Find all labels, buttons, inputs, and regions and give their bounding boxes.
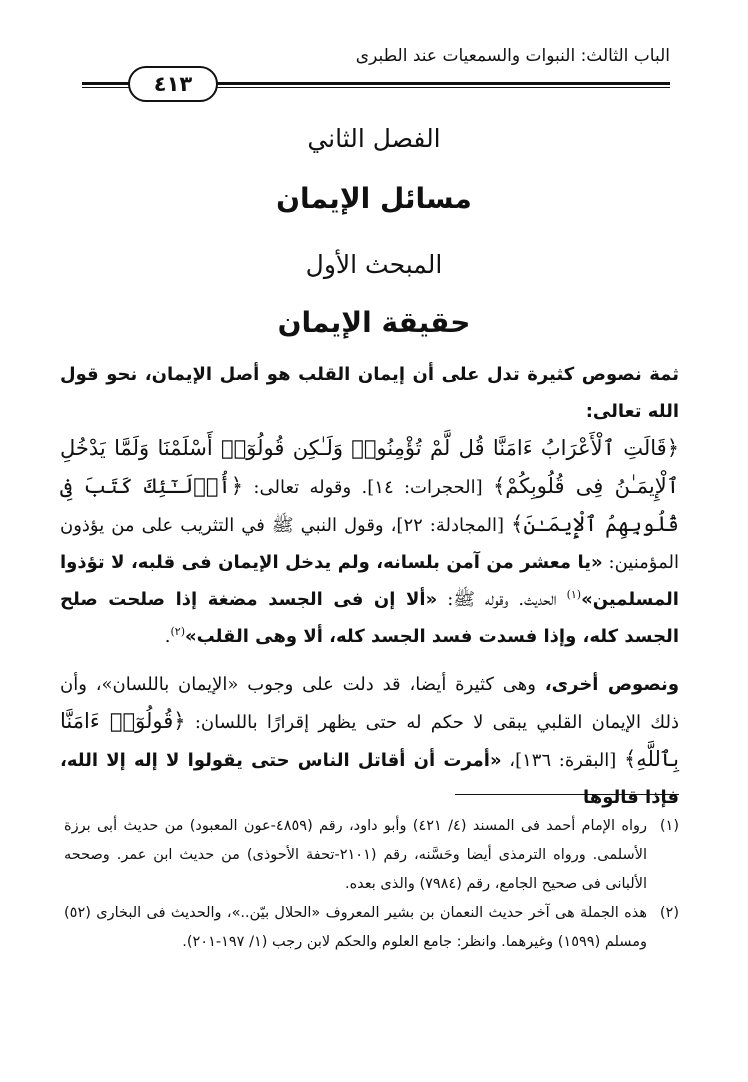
footnote-separator <box>455 794 679 795</box>
quran-verse-1: ﴿قَالَتِ ٱلْأَعْرَابُ ءَامَنَّا قُل لَّمْ تُؤْمِنُوا۟ وَلَـٰكِن قُولُوٓا۟ أَسْلَمْنَا وَلَمَّا يَدْخُلِ ٱلْإِيمَـٰنُ فِى قُلُوبِكُمْ﴾ <box>60 436 680 498</box>
running-header-title: الباب الثالث: النبوات والسمعيات عند الطبرى <box>355 46 670 66</box>
paragraph-intro: ثمة نصوص كثيرة تدل على أن إيمان القلب هو أصل الإيمان، نحو قول الله تعالى: <box>60 364 679 422</box>
quran-verse-2: ﴿أُو۟لَـٰٓئِكَ كَتَبَ فِى قُلُوبِهِمُ ٱلْإِيمَـٰنَ﴾ <box>60 474 679 536</box>
section-heading: المبحث الأول <box>305 250 443 279</box>
section-title: حقيقة الإيمان <box>277 306 471 339</box>
footnote-item <box>64 812 679 899</box>
footnote-text: هذه الجملة هى آخر حديث النعمان بن بشير المعروف «الحلال بيّن..»، والحديث فى البخارى (٥٢) ومسلم (١٥٩٩) وغيرهما. وانظر: جامع العلوم والحكم لابن رجب (١/ ١٩٧-٢٠١). <box>64 905 647 950</box>
footnote-item <box>64 899 679 957</box>
hadith-3: «أمرت أن أقاتل الناس حتى يقولوا لا إله إلا الله، فإذا قالوها <box>60 750 679 808</box>
verse-reference-2: [المجادلة: ٢٢]، <box>390 515 505 536</box>
quran-verse-3: ﴿قُولُوٓا۟ ءَامَنَّا بِٱللَّهِ﴾ <box>60 709 680 771</box>
paragraph-end: . <box>164 626 171 647</box>
verse-reference-3: [البقرة: ١٣٦]، <box>509 750 617 771</box>
hadith-1: «يا معشر من آمن بلسانه، ولم يدخل الإيمان فى قلبه، لا تؤذوا المسلمين» <box>60 552 679 610</box>
footnote-number: (١) <box>659 818 679 834</box>
verse-reference-1: [الحجرات: ١٤]. <box>361 477 483 498</box>
paragraph-1 <box>60 356 679 655</box>
after-hadith-1: الحديث. وقوله ﷺ: <box>447 589 557 610</box>
paragraph-2-text: وهى كثيرة أيضا، قد دلت على وجوب «الإيمان باللسان»، وأن ذلك الإيمان القلبي يبقى لا حكم له حتى يظهر إقرارًا باللسان: <box>60 674 679 733</box>
hadith-2: «ألا إن فى الجسد مضغة إذا صلحت صلح الجسد كله، وإذا فسدت فسد الجسد كله، ألا وهى القلب» <box>60 589 679 647</box>
page-number: ٤١٣ <box>153 72 193 96</box>
chapter-title: مسائل الإيمان <box>276 182 472 215</box>
connector-2: وقول النبي ﷺ في التثريب على من يؤذون المؤمنين: <box>60 515 679 573</box>
footnote-number: (٢) <box>659 905 679 921</box>
paragraph-2-lead: ونصوص أخرى، <box>544 674 680 695</box>
footnote-marker-1: (١) <box>566 588 582 601</box>
page-number-badge <box>128 66 218 102</box>
footnote-text: رواه الإمام أحمد فى المسند (٤/ ٤٢١) وأبو داود، رقم (٤٨٥٩-عون المعبود) من حديث أبى برزة الأسلمى. ورواه الترمذى أيضا وحَسَّنه، رقم (٢١٠١-تحفة الأحوذى) من حديث ابن عمر. وصححه الألبانى فى صحيح الجامع، رقم (٧٩٨٤) والذى بعده. <box>64 818 647 892</box>
chapter-heading: الفصل الثاني <box>307 124 441 153</box>
footnote-marker-2: (٢) <box>170 625 185 638</box>
connector-1: وقوله تعالى: <box>253 477 352 498</box>
footnotes <box>64 812 679 957</box>
